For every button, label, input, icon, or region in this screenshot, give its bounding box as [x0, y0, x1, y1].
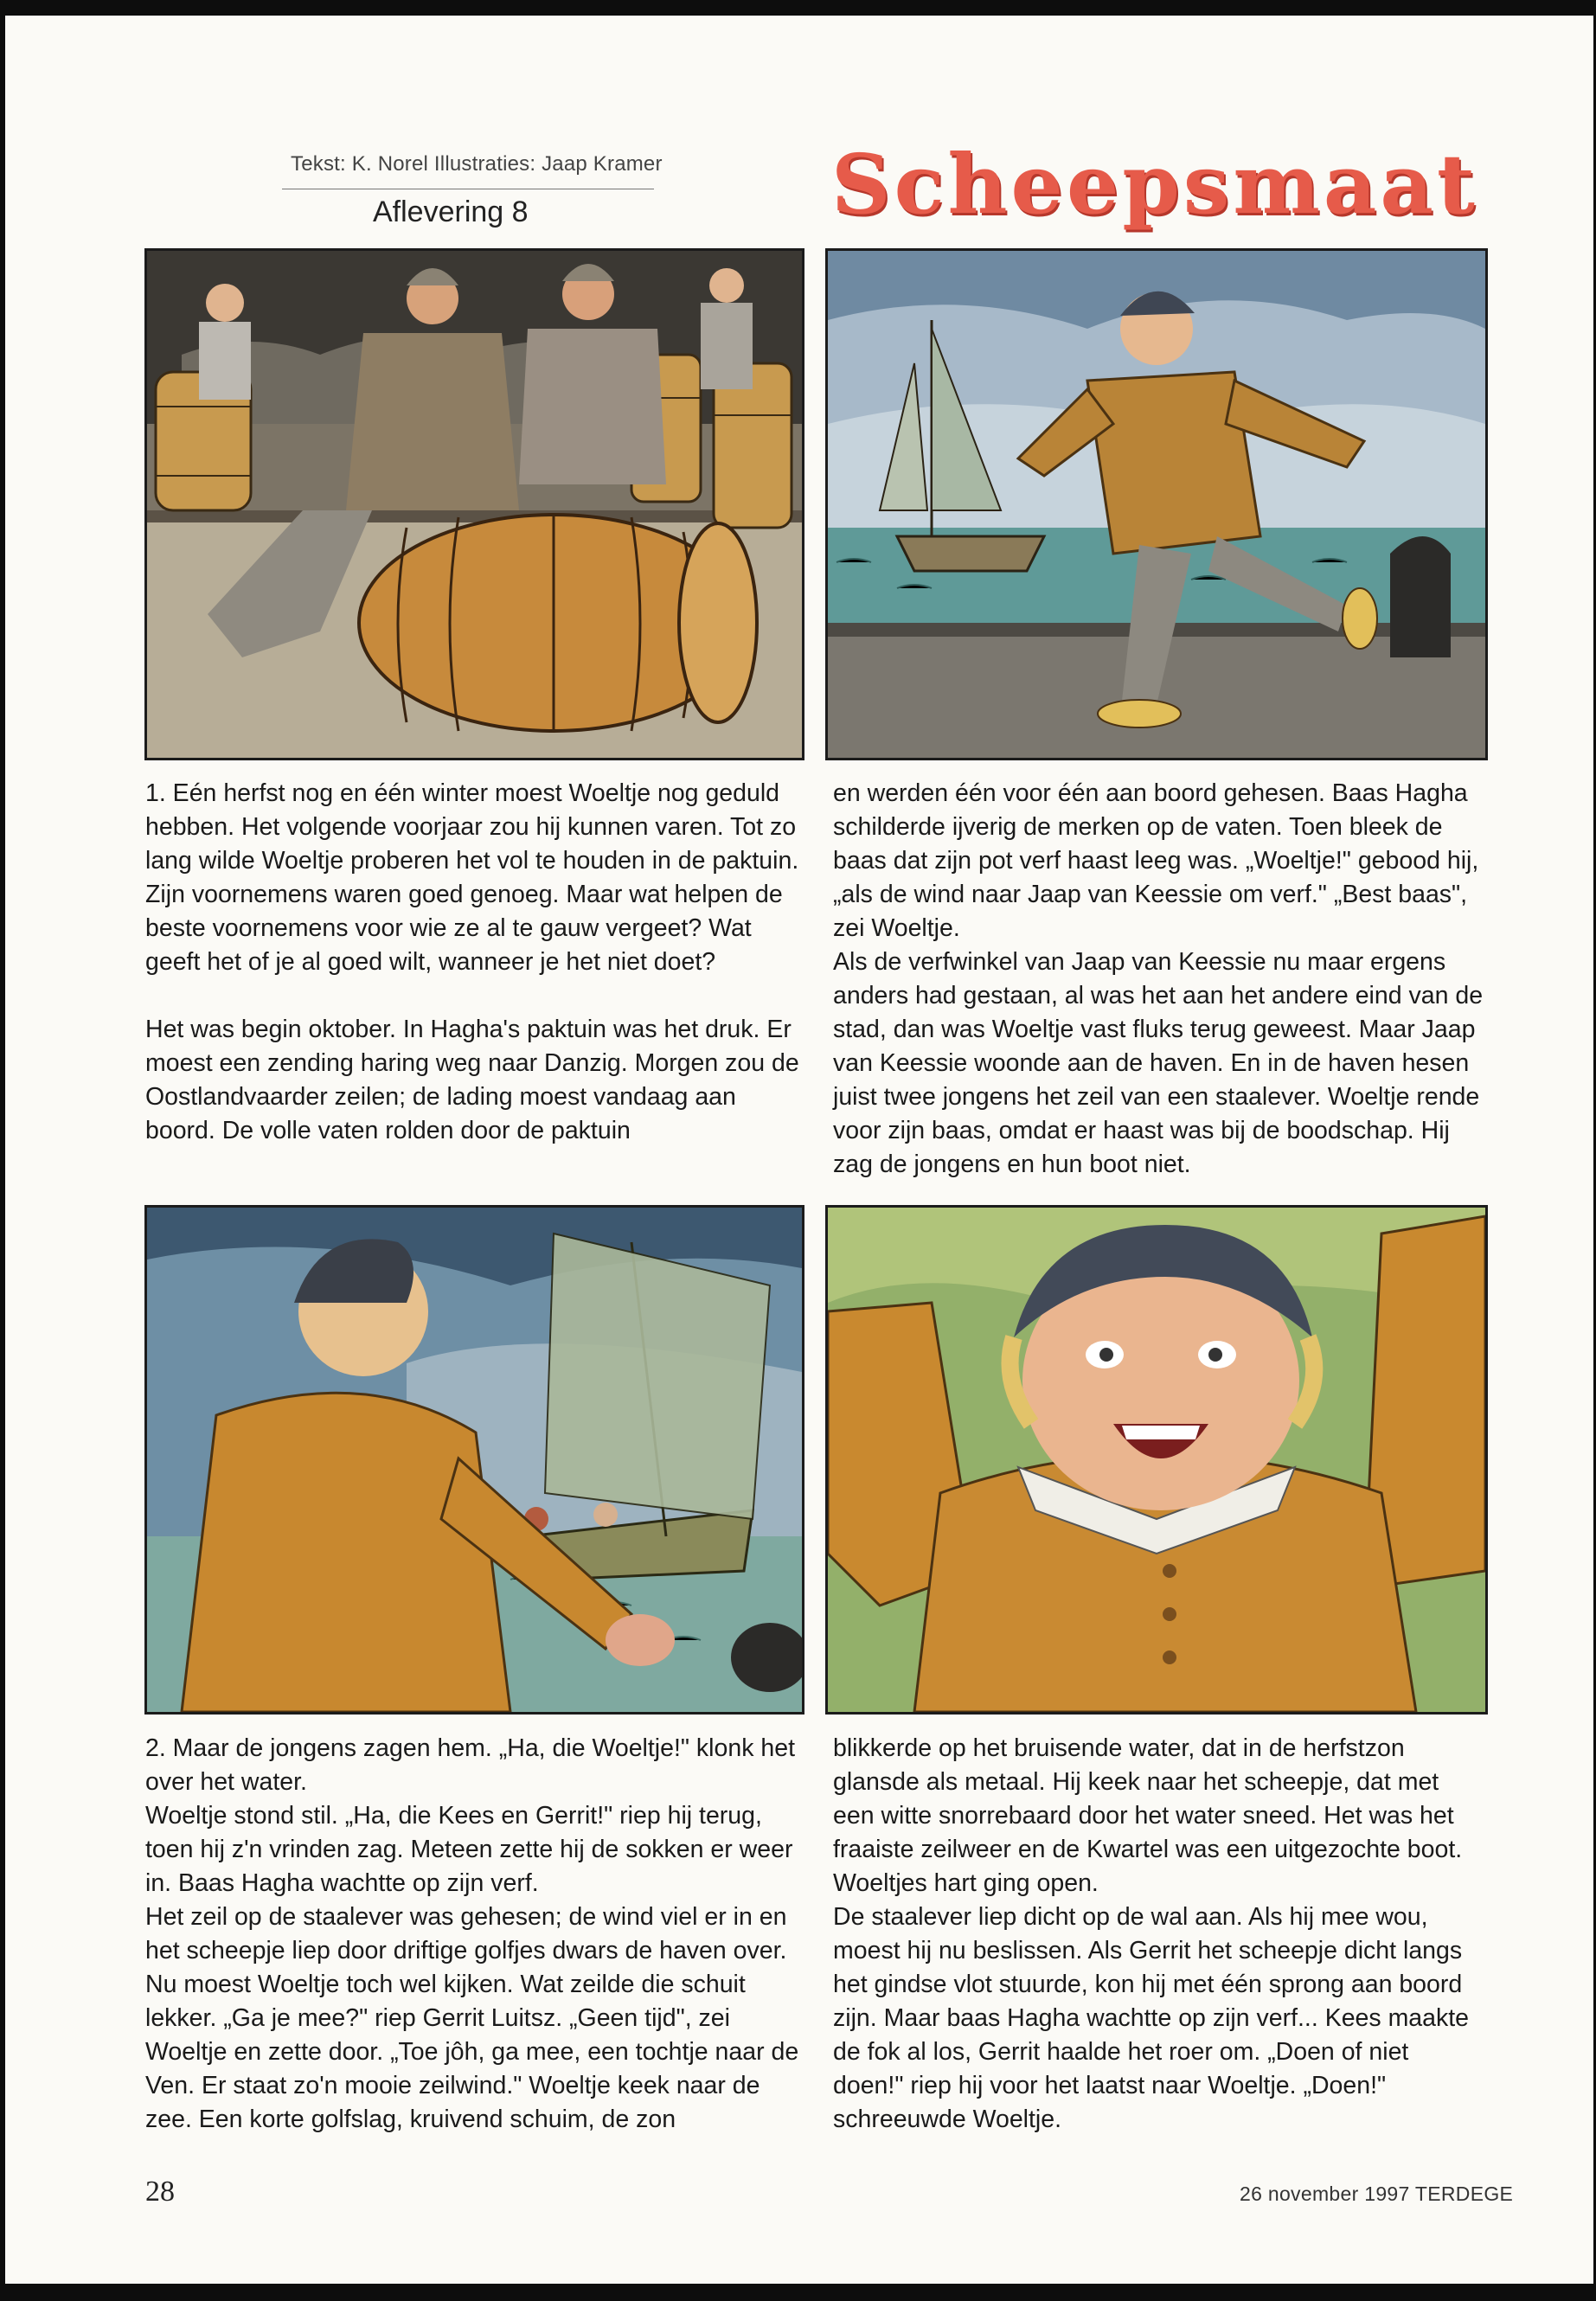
warehouse-illustration [147, 251, 802, 758]
paragraph: De staalever liep dicht op de wal aan. Als hij mee wou, moest hij nu beslissen. Als Gerrit het scheepje dicht langs het gindse vlot stuurde, kon hij met één sprong aan boord zijn. Maar baas Hagha wachtte op zijn verf... Kees maakte de fok al los, Gerrit haalde het roer om. „Doen of niet doen!" riep hij voor het laatst naar Woeltje. „Doen!" schreeuwde Woeltje. [833, 1903, 1470, 2133]
episode-label: Aflevering 8 [373, 195, 529, 228]
issue-date: 26 november 1997 TERDEGE [1240, 2182, 1514, 2205]
paragraph: 1. Eén herfst nog en één winter moest Woeltje nog geduld hebben. Het volgende voorjaar zou hij kunnen varen. Tot zo lang wilde Woeltje proberen het vol te houden in de paktuin. Zijn voornemens waren goed genoeg. Maar wat helpen de beste voornemens voor wie ze al te gauw vergeet? Wat geeft het of je al goed wilt, wanneer je het niet doet? [145, 779, 799, 976]
page-number: 28 [145, 2176, 175, 2208]
harbour-run-illustration [828, 251, 1485, 758]
paragraph: Woeltje stond stil. „Ha, die Kees en Gerrit!" riep hij terug, toen hij z'n vrinden zag. Meteen zette hij de sokken er weer in. Baas Hagha wachtte op zijn verf. [145, 1802, 793, 1897]
paragraph: en werden één voor één aan boord gehesen. Baas Hagha schilderde ijverig de merken op de vaten. Toen bleek de baas dat zijn pot verf haast leeg was. „Woeltje!" gebood hij, „als de wind naar Jaap van Keessie om verf." „Best baas", zei Woeltje. [833, 779, 1479, 942]
credits-line: Tekst: K. Norel Illustraties: Jaap Kramer [291, 152, 663, 176]
text-column-2-right [833, 1732, 1484, 2137]
illustration-panel-2 [825, 248, 1488, 760]
paragraph: Het zeil op de staalever was gehesen; de wind viel er in en het scheepje liep door driftige golfjes dwars de haven over. Nu moest Woeltje toch wel kijken. Wat zeilde die schuit lekker. „Ga je mee?" riep Gerrit Luitsz. „Geen tijd", zei Woeltje en zette door. „Toe jôh, ga mee, een tochtje naar de Ven. Er staat zo'n mooie zeilwind." Woeltje keek naar de zee. Een korte golfslag, kruivend schuim, de zon [145, 1903, 799, 2133]
paragraph: Het was begin oktober. In Hagha's paktuin was het druk. Er moest een zending haring weg naar Danzig. Morgen zou de Oostlandvaarder zeilen; de lading moest vandaag aan boord. De volle vaten rolden door de paktuin [145, 1016, 799, 1144]
shouting-boy-illustration [828, 1208, 1485, 1712]
paragraph: Als de verfwinkel van Jaap van Keessie nu maar ergens anders had gestaan, al was het aan het andere eind van de stad, dan was Woeltje vast fluks terug geweest. Maar Jaap van Keessie woonde aan de haven. En in de haven hesen juist twee jongens het zeil van een staalever. Woeltje rende voor zijn baas, omdat er haast was bij de boodschap. Hij zag de jongens en hun boot niet. [833, 948, 1484, 1178]
illustration-panel-3 [144, 1205, 804, 1715]
text-column-1-left [145, 777, 807, 1148]
text-column-1-right [833, 777, 1484, 1182]
paragraph: blikkerde op het bruisende water, dat in de herfstzon glansde als metaal. Hij keek naar het scheepje, dat met een witte snorrebaard door het water sneed. Het was het fraaiste zeilweer en de Kwartel was een uitgezochte boot. Woeltjes hart ging open. [833, 1734, 1463, 1897]
illustration-panel-4 [825, 1205, 1488, 1715]
text-column-2-left [145, 1732, 807, 2137]
illustration-panel-1 [144, 248, 804, 760]
story-title: Scheepsmaat [831, 137, 1478, 233]
magazine-page [5, 16, 1593, 2284]
boat-sighting-illustration [147, 1208, 802, 1712]
paragraph: 2. Maar de jongens zagen hem. „Ha, die Woeltje!" klonk het over het water. [145, 1734, 796, 1796]
